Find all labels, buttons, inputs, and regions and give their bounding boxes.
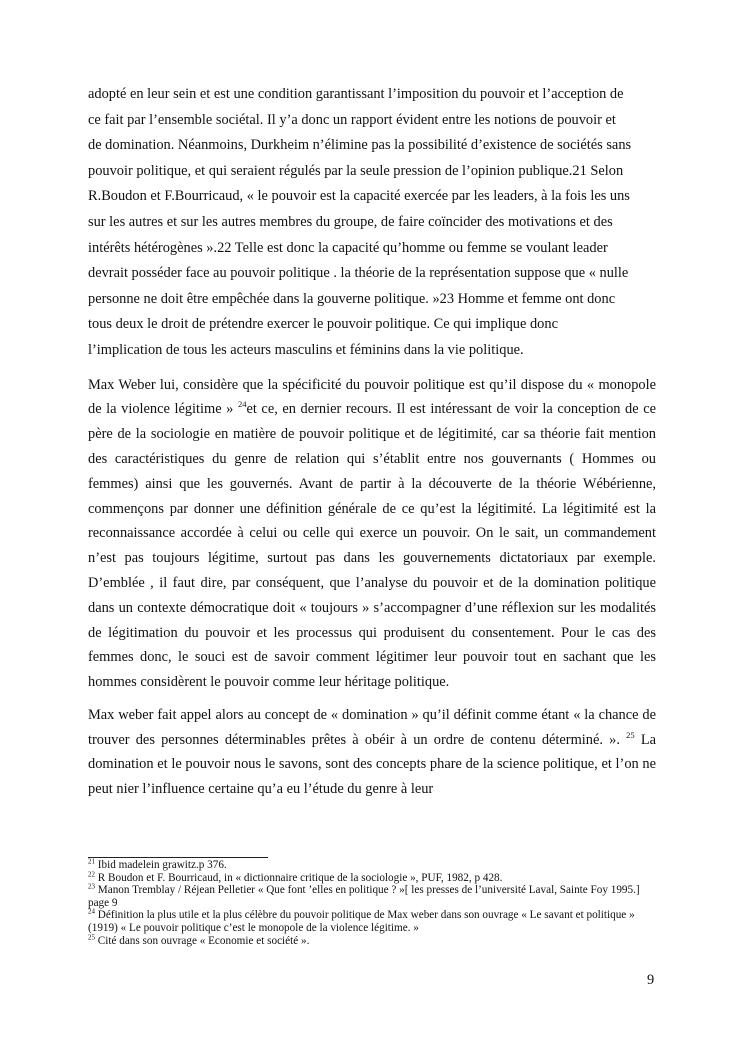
paragraph-1 bbox=[88, 82, 656, 364]
text-line: devrait posséder face au pouvoir politique . la théorie de la représentation suppose que « nulle bbox=[88, 265, 629, 282]
footnote-23 bbox=[88, 884, 663, 909]
text-line: personne ne doit être empêchée dans la gouverne politique. »23 Homme et femme ont donc bbox=[88, 290, 616, 307]
footnote-22 bbox=[88, 869, 663, 885]
paragraph-2 bbox=[88, 373, 656, 695]
footnote-number: 24 bbox=[88, 907, 95, 916]
paragraph-2-text-a: Max Weber lui, considère que la spécificité du pouvoir politique est qu’il dispose du « monopole de la violence légitime » bbox=[88, 376, 656, 418]
text-line: ce fait par l’ensemble sociétal. Il y’a donc un rapport évident entre les notions de pouvoir et bbox=[88, 111, 616, 128]
footnote-21 bbox=[88, 859, 663, 872]
text-line: tous deux le droit de prétendre exercer le pouvoir politique. Ce qui implique donc bbox=[88, 316, 558, 333]
text-line: l’implication de tous les acteurs masculins et féminins dans la vie politique. bbox=[88, 341, 524, 358]
footnotes bbox=[88, 859, 663, 947]
text-line: sur les autres et sur les autres membres du groupe, de faire coïncider des motivations et des bbox=[88, 213, 613, 230]
footnote-text: R Boudon et F. Bourricaud, in « dictionnaire critique de la sociologie », PUF, 1982, p 428. bbox=[95, 871, 503, 884]
page-body bbox=[88, 82, 656, 802]
paragraph-3-text-b: La domination et le pouvoir nous le savons, sont des concepts phare de la science politique, et l’on ne peut nier l’influence certaine qu’a eu l’étude du genre à leur bbox=[88, 731, 657, 798]
footnote-text: Manon Tremblay / Réjean Pelletier « Que font ’elles en politique ? »[ les presses de l’université Laval, Sainte Foy 1995.] page 9 bbox=[88, 884, 640, 909]
footnote-text: Ibid madelein grawitz.p 376. bbox=[95, 859, 227, 871]
text-line: adopté en leur sein et est une condition garantissant l’imposition du pouvoir et l’acception de bbox=[88, 86, 624, 102]
footnote-text: Définition la plus utile et la plus célèbre du pouvoir politique de Max weber dans son ouvrage « Le savant et politique » (1919) « Le pouvoir politique c’est le monopole de la violence légitime. » bbox=[88, 909, 635, 934]
footnote-number: 22 bbox=[88, 869, 95, 878]
footnote-ref-25[interactable]: 25 bbox=[626, 729, 635, 740]
page-number: 9 bbox=[647, 972, 655, 988]
footnote-number: 23 bbox=[88, 882, 95, 891]
paragraph-3-text-a: Max weber fait appel alors au concept de « domination » qu’il définit comme étant « la chance de trouver des personnes déterminables prêtes à obéir à un ordre de contenu déterminé. ». bbox=[88, 706, 656, 748]
footnote-24 bbox=[88, 909, 663, 934]
text-line: intérêts hétérogènes ».22 Telle est donc la capacité qu’homme ou femme se voulant leader bbox=[88, 239, 608, 256]
footnote-number: 21 bbox=[88, 857, 95, 866]
footnote-text: Cité dans son ouvrage « Economie et société ». bbox=[95, 934, 310, 947]
footnote-ref-24[interactable]: 24 bbox=[237, 399, 247, 410]
footnote-25 bbox=[88, 932, 663, 948]
text-line: pouvoir politique, et qui seraient régulés par la seule pression de l’opinion publique.21 Selon bbox=[88, 162, 624, 179]
footnote-separator bbox=[88, 857, 268, 858]
text-line: de domination. Néanmoins, Durkheim n’élimine pas la possibilité d’existence de sociétés sans bbox=[88, 137, 632, 154]
paragraph-3 bbox=[88, 703, 656, 802]
paragraph-2-text-b: et ce, en dernier recours. Il est intéressant de voir la conception de ce père de la sociologie en matière de pouvoir politique et de légitimité, car sa théorie fait mention des caractéristiques du genre de relation qui s’établit entre nos gouvernants ( Hommes ou femmes) ainsi que les gouvernés. Avant de partir à la découverte de la théorie Wébérienne, commençons par donner une définition générale de ce qu’est la légitimité. La légitimité est la reconnaissance accordée à celui ou celle qui exerce un pouvoir. On le sait, un commandement n’est pas toujours légitime, surtout pas dans les gouvernements dictatoriaux par exemple. D’emblée , il faut dire, par conséquent, que l’analyse du pouvoir et de la domination politique dans un contexte démocratique doit « toujours » s’accompagner d’une réflexion sur les modalités de légitimation du pouvoir et les processus qui produisent du consentement. Pour le cas des femmes donc, le souci est de savoir comment légitimer leur pouvoir tout en sachant que les hommes considèrent le pouvoir comme leur héritage politique. bbox=[88, 401, 656, 691]
text-line: R.Boudon et F.Bourricaud, « le pouvoir est la capacité exercée par les leaders, à la fois les uns bbox=[88, 188, 630, 205]
footnote-number: 25 bbox=[88, 932, 95, 941]
